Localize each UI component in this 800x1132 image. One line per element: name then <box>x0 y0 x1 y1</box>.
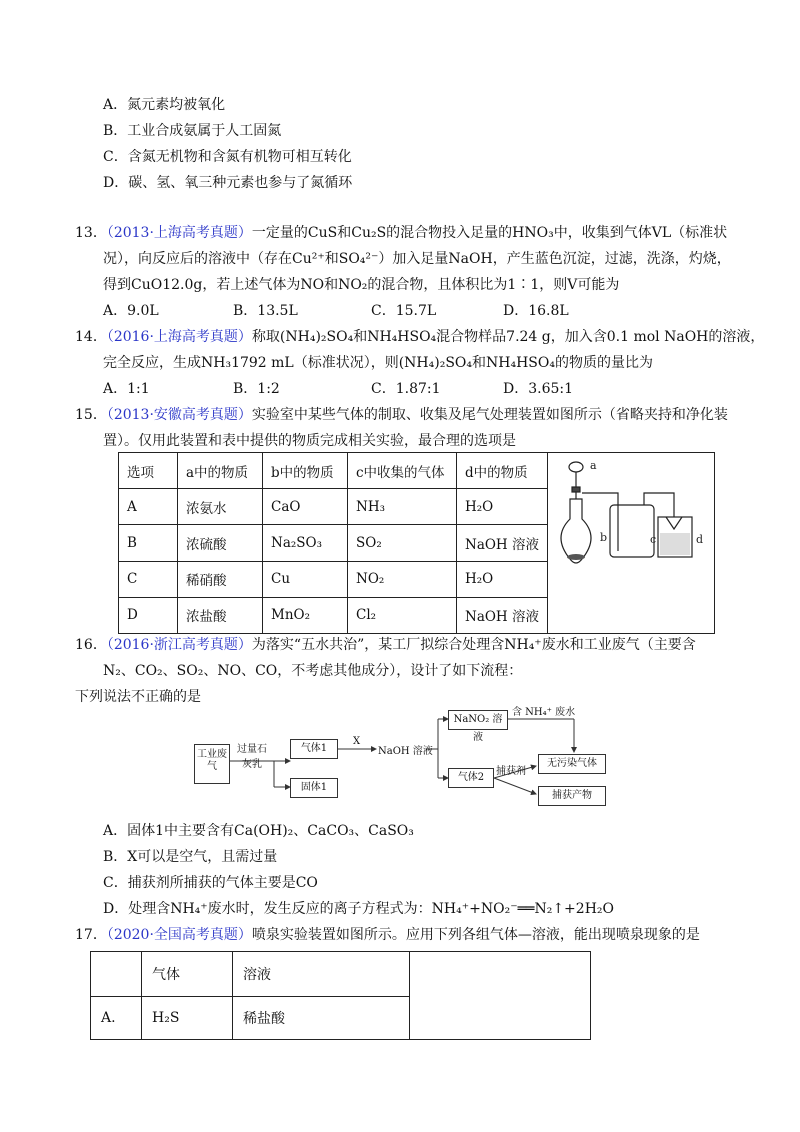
table-cell: 稀盐酸 <box>233 997 410 1040</box>
option-text: C．含氮无机物和含氮有机物可相互转化 <box>103 149 352 165</box>
table-header-cell: 选项 <box>119 453 178 489</box>
flow-box-gas2: 气体2 <box>448 768 494 788</box>
question-number: 16． <box>75 637 107 653</box>
question-text: 得到CuO12.0g，若上述气体为NO和NO₂的混合物，且体积比为1∶1，则V可能为 <box>103 277 620 293</box>
question-text: N₂、CO₂、SO₂、NO、CO，不考虑其他成分），设计了如下流程： <box>103 663 523 679</box>
table-header-row <box>91 952 591 997</box>
table-header-cell: c中收集的气体 <box>348 453 457 489</box>
table-cell: NH₃ <box>348 489 457 525</box>
table-cell: NaOH 溶液 <box>457 525 548 561</box>
option-c: C．1.87:1 <box>371 381 441 397</box>
flow-label-naoh: NaOH 溶液 <box>378 746 433 757</box>
option-text: D．处理含NH₄⁺废水时，发生反应的离子方程式为：NH₄⁺+NO₂⁻══N₂↑+2H₂O <box>103 901 614 917</box>
table-cell: A <box>119 489 178 525</box>
flow-label-lime: 过量石灰乳 <box>237 744 267 770</box>
table-header-cell <box>91 952 142 997</box>
question-16 <box>75 635 696 655</box>
flow-box-solid1: 固体1 <box>290 778 338 798</box>
table-header-cell: b中的物质 <box>263 453 348 489</box>
table-cell: C <box>119 561 178 597</box>
table-cell: Cl₂ <box>348 597 457 633</box>
q17-table <box>90 951 591 1040</box>
table-cell: CaO <box>263 489 348 525</box>
question-text: 完全反应，生成NH₃1792 mL（标准状况），则(NH₄)₂SO₄和NH₄HSO₄的物质的量比为 <box>103 355 653 371</box>
question-text: 置）。仅用此装置和表中提供的物质完成相关实验，最合理的选项是 <box>103 433 516 449</box>
option-d: D．3.65:1 <box>503 381 574 397</box>
flow-box-capture-product: 捕获产物 <box>538 786 606 806</box>
question-text: 况），向反应后的溶液中（存在Cu²⁺和SO₄²⁻）加入足量NaOH，产生蓝色沉淀，过滤，洗涤，灼烧， <box>103 251 731 267</box>
question-source: （2013·上海高考真题） <box>106 225 252 241</box>
apparatus-label: b <box>600 531 608 544</box>
table-cell: Cu <box>263 561 348 597</box>
table-cell: NO₂ <box>348 561 457 597</box>
question-number: 17． <box>75 927 107 943</box>
table-header-cell: 气体 <box>142 952 233 997</box>
flow-box-gas1: 气体1 <box>290 739 338 759</box>
table-cell: H₂O <box>457 489 548 525</box>
flow-box-waste-gas: 工业废气 <box>194 744 230 784</box>
question-number: 14． <box>75 329 107 345</box>
apparatus-label: c <box>650 533 657 546</box>
question-text: 称取(NH₄)₂SO₄和NH₄HSO₄混合物样品7.24 g，加入含0.1 mol NaOH的溶液， <box>251 329 765 345</box>
table-header-cell: a中的物质 <box>178 453 263 489</box>
flow-label-nh4-water: 含 NH₄⁺ 废水 <box>512 707 576 718</box>
table-cell: NaOH 溶液 <box>457 597 548 633</box>
q15-table <box>118 452 715 634</box>
flow-box-nano2: NaNO₂ 溶液 <box>448 710 508 730</box>
table-cell: A. <box>91 997 142 1040</box>
option-text: B．工业合成氨属于人工固氮 <box>103 123 282 139</box>
apparatus-label: d <box>696 533 704 546</box>
table-cell: 浓硫酸 <box>178 525 263 561</box>
option-c: C．15.7L <box>371 303 437 319</box>
option-text: D．碳、氢、氧三种元素也参与了氮循环 <box>103 175 353 191</box>
question-15 <box>75 405 728 425</box>
option-text: C．捕获剂所捕获的气体主要是CO <box>103 875 318 891</box>
table-cell: 稀硝酸 <box>178 561 263 597</box>
table-cell: B <box>119 525 178 561</box>
question-text: 一定量的CuS和Cu₂S的混合物投入足量的HNO₃中，收集到气体VL（标准状 <box>251 225 728 241</box>
option-text: A．氮元素均被氧化 <box>103 97 226 113</box>
figure-cell <box>410 952 591 1040</box>
table-cell: 浓氨水 <box>178 489 263 525</box>
table-cell: SO₂ <box>348 525 457 561</box>
question-source: （2013·安徽高考真题） <box>106 407 252 423</box>
apparatus-cell <box>548 453 715 634</box>
question-13 <box>75 223 727 243</box>
table-cell: Na₂SO₃ <box>263 525 348 561</box>
question-14 <box>75 327 764 347</box>
table-header-cell: d中的物质 <box>457 453 548 489</box>
question-number: 13． <box>75 225 107 241</box>
option-a: A．9.0L <box>103 303 159 319</box>
table-cell: H₂O <box>457 561 548 597</box>
table-cell: 浓盐酸 <box>178 597 263 633</box>
question-source: （2016·浙江高考真题） <box>106 637 252 653</box>
table-header-cell: 溶液 <box>233 952 410 997</box>
option-d: D．16.8L <box>503 303 569 319</box>
question-17 <box>75 925 700 945</box>
question-number: 15． <box>75 407 107 423</box>
question-text: 为落实“五水共治”，某工厂拟综合处理含NH₄⁺废水和工业废气（主要含 <box>251 637 696 653</box>
option-text: B．X可以是空气，且需过量 <box>103 849 278 865</box>
option-b: B．13.5L <box>233 303 298 319</box>
table-cell: H₂S <box>142 997 233 1040</box>
apparatus-label: a <box>590 459 597 472</box>
option-text: A．固体1中主要含有Ca(OH)₂、CaCO₃、CaSO₃ <box>103 823 414 839</box>
table-header-row <box>119 453 715 489</box>
question-source: （2020·全国高考真题） <box>106 927 252 943</box>
question-text: 喷泉实验装置如图所示。应用下列各组气体—溶液，能出现喷泉现象的是 <box>251 927 700 943</box>
apparatus-figure <box>548 453 714 629</box>
question-source: （2016·上海高考真题） <box>106 329 252 345</box>
question-text: 下列说法不正确的是 <box>75 689 201 705</box>
table-cell: D <box>119 597 178 633</box>
option-a: A．1:1 <box>103 381 150 397</box>
question-text: 实验室中某些气体的制取、收集及尾气处理装置如图所示（省略夹持和净化装 <box>251 407 728 423</box>
flow-label-capture-agent: 捕获剂 <box>496 766 526 777</box>
option-b: B．1:2 <box>233 381 280 397</box>
flow-box-clean-gas: 无污染气体 <box>538 754 606 774</box>
table-cell: MnO₂ <box>263 597 348 633</box>
flow-label-x: X <box>353 736 361 747</box>
